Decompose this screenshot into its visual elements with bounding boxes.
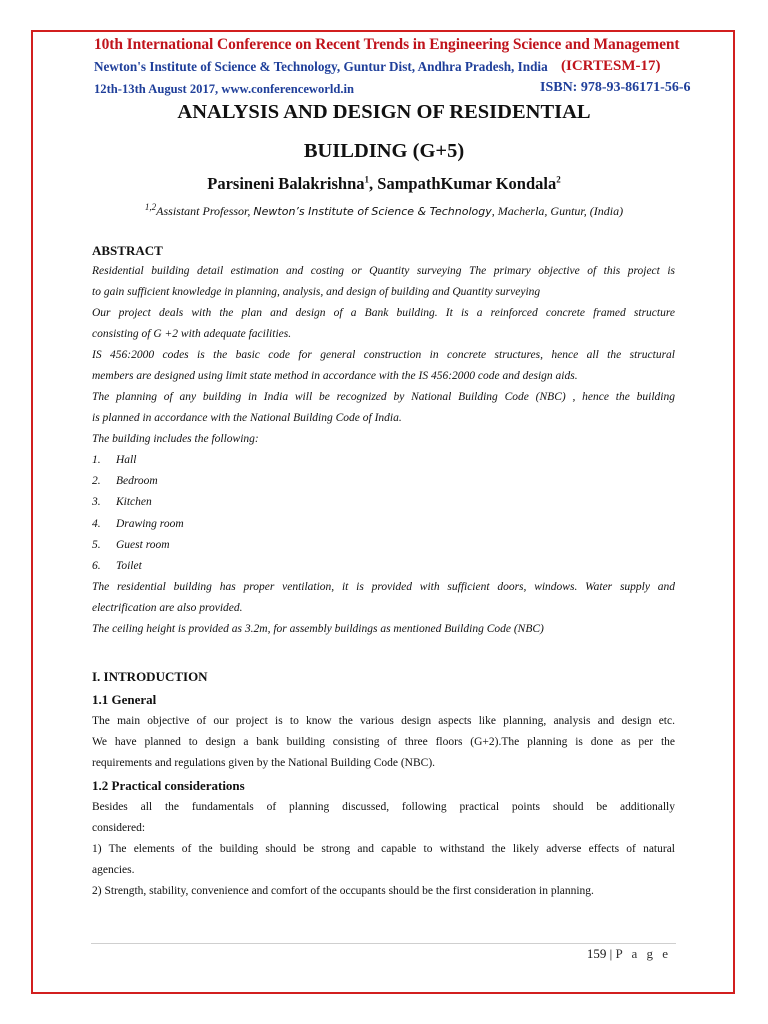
- affiliation: [0, 204, 768, 219]
- body-line: agencies.: [92, 864, 135, 876]
- body-line: We have planned to design a bank building consisting of three floors (G+2).The planning is done as per the: [92, 736, 675, 748]
- authors: [0, 174, 768, 194]
- list-item-text: Guest room: [116, 539, 170, 551]
- list-item-text: Hall: [116, 454, 137, 466]
- abstract-line: Our project deals with the plan and design of a Bank building. It is a reinforced concrete framed structure: [92, 307, 675, 319]
- abstract-line: The residential building has proper ventilation, it is provided with sufficient doors, windows. Water supply and: [92, 581, 675, 593]
- conference-isbn: ISBN: 978-93-86171-56-6: [540, 80, 691, 95]
- body-line: Besides all the fundamentals of planning discussed, following practical points should be additionally: [92, 801, 675, 813]
- list-item-text: Drawing room: [116, 518, 184, 530]
- affiliation-mark: 1,2: [144, 202, 157, 212]
- introduction-heading: I. INTRODUCTION: [92, 669, 208, 684]
- body-line: requirements and regulations given by the National Building Code (NBC).: [92, 757, 436, 769]
- author-2: SampathKumar Kondala: [377, 174, 557, 193]
- page-separator: |: [606, 946, 616, 961]
- abstract-line: electrification are also provided.: [92, 602, 243, 614]
- abstract-line: Residential building detail estimation and costing or Quantity surveying The primary objective of this project is: [92, 265, 675, 277]
- body-line: considered:: [92, 822, 146, 834]
- body-line: 1) The elements of the building should be strong and capable to withstand the likely adverse effects of natural: [92, 843, 675, 855]
- list-item-number: 1.: [92, 454, 101, 466]
- list-item-number: 4.: [92, 518, 101, 530]
- abstract-line: to gain sufficient knowledge in planning, analysis, and design of building and Quantity surveying: [92, 286, 541, 298]
- abstract-line: is planned in accordance with the National Building Code of India.: [92, 412, 402, 424]
- body-line: The main objective of our project is to know the various design aspects like planning, analysis and design etc.: [92, 715, 675, 727]
- affiliation-prefix: Assistant Professor,: [156, 204, 254, 218]
- author-1: Parsineni Balakrishna: [207, 174, 365, 193]
- affiliation-suffix: , Macherla, Guntur, (India): [491, 204, 624, 218]
- list-item-number: 3.: [92, 496, 101, 508]
- section-1-2-heading: 1.2 Practical considerations: [92, 778, 245, 793]
- list-item: [92, 518, 184, 530]
- list-item: [92, 496, 152, 508]
- abstract-line: consisting of G +2 with adequate facilities.: [92, 328, 292, 340]
- author-separator: ,: [369, 174, 378, 193]
- list-item-text: Toilet: [116, 560, 142, 572]
- author-1-affiliation-mark: 1: [364, 174, 370, 185]
- abstract-line: The ceiling height is provided as 3.2m, for assembly buildings as mentioned Building Code (NBC): [92, 623, 544, 635]
- conference-date-website: 12th-13th August 2017, www.conferenceworld.in: [94, 82, 355, 96]
- list-item: [92, 539, 170, 551]
- footer-rule: [91, 943, 676, 944]
- list-item-number: 2.: [92, 475, 101, 487]
- paper-title-line-1: ANALYSIS AND DESIGN OF RESIDENTIAL: [177, 101, 591, 123]
- conference-abbreviation: (ICRTESM-17): [561, 58, 661, 74]
- page-footer: [587, 946, 671, 962]
- abstract-line: IS 456:2000 codes is the basic code for general construction in concrete structures, hence all the structural: [92, 349, 675, 361]
- section-1-1-heading: 1.1 General: [92, 692, 157, 707]
- page-word: P a g e: [615, 946, 671, 961]
- abstract-line: The planning of any building in India will be recognized by National Building Code (NBC) , hence the building: [92, 391, 675, 403]
- page-number: 159: [586, 946, 607, 961]
- abstract-line: The building includes the following:: [92, 433, 259, 445]
- abstract-heading: ABSTRACT: [92, 243, 163, 258]
- list-item: [92, 560, 142, 572]
- list-item: [92, 475, 158, 487]
- paper-title-line-2: BUILDING (G+5): [303, 140, 465, 162]
- body-line: 2) Strength, stability, convenience and comfort of the occupants should be the first consideration in planning.: [92, 885, 594, 897]
- list-item: [92, 454, 136, 466]
- list-item-number: 5.: [92, 539, 101, 551]
- list-item-text: Kitchen: [116, 496, 152, 508]
- abstract-line: members are designed using limit state method in accordance with the IS 456:2000 code and design aids.: [92, 370, 578, 382]
- conference-title: 10th International Conference on Recent Trends in Engineering Science and Management: [94, 36, 680, 53]
- list-item-number: 6.: [92, 560, 101, 572]
- conference-institute: Newton's Institute of Science & Technology, Guntur Dist, Andhra Pradesh, India: [94, 59, 548, 74]
- affiliation-institute: Newton’s Institute of Science & Technology: [253, 205, 492, 218]
- list-item-text: Bedroom: [116, 475, 158, 487]
- author-2-affiliation-mark: 2: [556, 174, 561, 185]
